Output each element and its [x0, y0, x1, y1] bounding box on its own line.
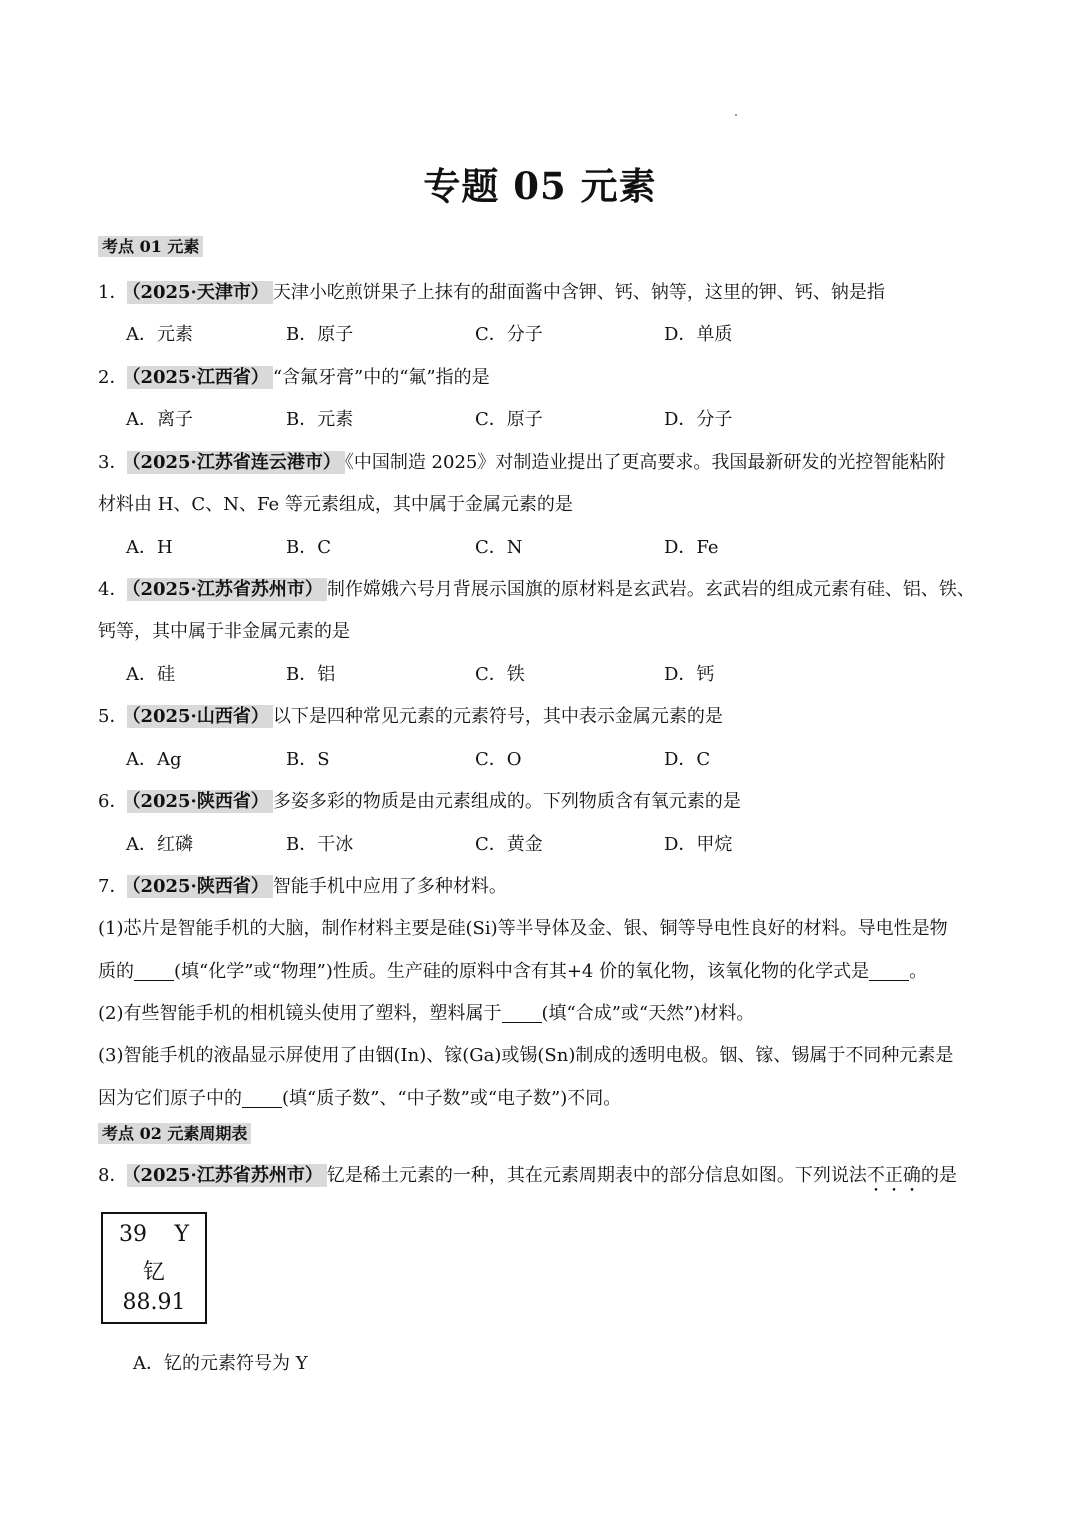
answer-blank[interactable] — [134, 962, 174, 981]
option-b: B．铝 — [286, 664, 336, 685]
atomic-mass: 88.91 — [122, 1290, 186, 1315]
question-5: 5． （2025·山西省） 以下是四种常见元素的元素符号，其中表示金属元素的是 — [98, 706, 723, 727]
option-c: C．原子 — [475, 409, 543, 430]
option-c: C．N — [475, 537, 523, 558]
option-b: B．原子 — [286, 324, 354, 345]
source-tag: （2025·江西省） — [127, 366, 272, 389]
option-b: B．S — [286, 749, 330, 770]
option-c: C．分子 — [475, 324, 543, 345]
question-7-part-1-cont: 质的 (填“化学”或“物理”)性质。生产硅的原料中含有其+4 价的氧化物，该氧化物的化学式是 。 — [98, 961, 928, 982]
question-8: 8． （2025·江苏省苏州市） 钇是稀土元素的一种，其在元素周期表中的部分信息如图。下列说法不正确的是 — [98, 1165, 957, 1186]
source-tag: （2025·江苏省苏州市） — [127, 578, 326, 601]
option-c: C．黄金 — [475, 834, 543, 855]
option-a: A．红磷 — [126, 834, 193, 855]
option-d: D．甲烷 — [664, 834, 733, 855]
option-c: C．O — [475, 749, 522, 770]
element-symbol: Y — [174, 1222, 189, 1247]
option-a: A．H — [126, 537, 173, 558]
source-tag: （2025·陕西省） — [127, 790, 272, 813]
question-3: 3． （2025·江苏省连云港市） 《中国制造 2025》对制造业提出了更高要求。我国最新研发的光控智能粘附 — [98, 452, 946, 473]
option-d: D．单质 — [664, 324, 733, 345]
source-tag: （2025·江苏省连云港市） — [127, 451, 344, 474]
option-a: A．元素 — [126, 324, 193, 345]
question-3-cont: 材料由 H、C、N、Fe 等元素组成，其中属于金属元素的是 — [98, 494, 573, 515]
option-b: B．干冰 — [286, 834, 354, 855]
question-1: 1． （2025·天津市） 天津小吃煎饼果子上抹有的甜面酱中含钾、钙、钠等，这里的钾、钙、钠是指 — [98, 282, 885, 303]
question-8-option-a: A．钇的元素符号为 Y — [133, 1353, 308, 1374]
answer-blank[interactable] — [869, 962, 909, 981]
section-heading-2: 考点 02 元素周期表 — [98, 1121, 251, 1147]
option-a: A．Ag — [126, 749, 182, 770]
option-d: D．钙 — [664, 664, 715, 685]
source-tag: （2025·山西省） — [127, 705, 272, 728]
option-d: D．分子 — [664, 409, 733, 430]
option-c: C．铁 — [475, 664, 525, 685]
answer-blank[interactable] — [502, 1004, 542, 1023]
question-7-part-3-cont: 因为它们原子中的 (填“质子数”、“中子数”或“电子数”)不同。 — [98, 1088, 622, 1109]
question-6: 6． （2025·陕西省） 多姿多彩的物质是由元素组成的。下列物质含有氧元素的是 — [98, 791, 741, 812]
question-4-cont: 钙等，其中属于非金属元素的是 — [98, 621, 350, 642]
question-4: 4． （2025·江苏省苏州市） 制作嫦娥六号月背展示国旗的原材料是玄武岩。玄武岩的组成元素有硅、铝、铁、 — [98, 579, 975, 600]
emphasis-text: 不正确 — [866, 1165, 921, 1186]
source-tag: （2025·陕西省） — [127, 875, 272, 898]
question-7-part-2: (2)有些智能手机的相机镜头使用了塑料，塑料属于 (填“合成”或“天然”)材料。 — [98, 1003, 755, 1024]
question-7-part-3: (3)智能手机的液晶显示屏使用了由铟(In)、镓(Ga)或锡(Sn)制成的透明电极。铟、镓、锡属于不同种元素是 — [98, 1045, 954, 1066]
option-d: D．C — [664, 749, 711, 770]
question-2: 2． （2025·江西省） “含氟牙膏”中的“氟”指的是 — [98, 367, 490, 388]
question-7-part-1: (1)芯片是智能手机的大脑，制作材料主要是硅(Si)等半导体及金、银、铜等导电性良好的材料。导电性是物 — [98, 918, 948, 939]
atomic-number: 39 — [119, 1222, 147, 1247]
source-tag: （2025·天津市） — [127, 281, 272, 304]
option-d: D．Fe — [664, 537, 719, 558]
element-card-yttrium — [101, 1212, 207, 1324]
option-b: B．元素 — [286, 409, 354, 430]
answer-blank[interactable] — [242, 1089, 282, 1108]
section-heading-1: 考点 01 元素 — [98, 234, 203, 260]
option-a: A．离子 — [126, 409, 193, 430]
scan-speck — [735, 114, 737, 116]
option-a: A．硅 — [126, 664, 175, 685]
page-title: 专题 05 元素 — [423, 164, 657, 208]
source-tag: （2025·江苏省苏州市） — [127, 1164, 326, 1187]
option-b: B．C — [286, 537, 331, 558]
element-name: 钇 — [142, 1260, 165, 1285]
question-7: 7． （2025·陕西省） 智能手机中应用了多种材料。 — [98, 876, 507, 897]
